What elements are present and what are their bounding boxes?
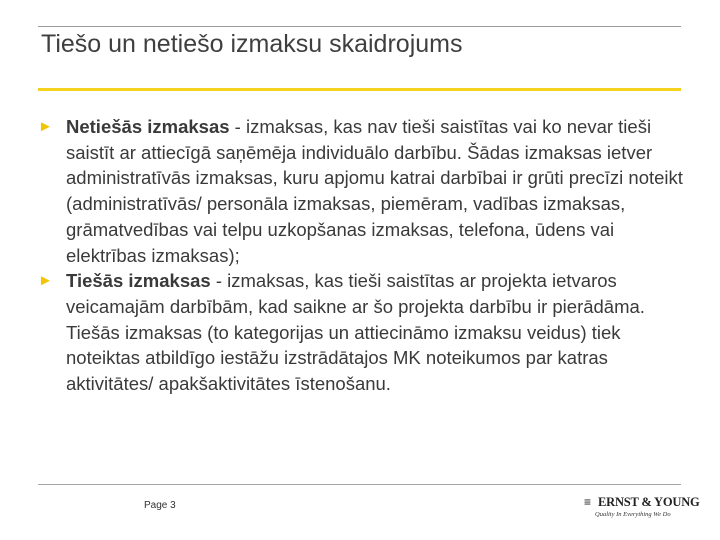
page-number: Page 3 [144,500,176,511]
triangle-bullet-icon: ► [38,272,53,290]
bullet-item-direct-costs [38,268,688,397]
logo-mark-icon: ≡ [584,495,592,509]
slide-title: Tiešo un netiešo izmaksu skaidrojums [41,30,463,58]
logo-tagline: Quality In Everything We Do [595,511,671,518]
bullet-text: - izmaksas, kas tieši saistītas ar projekta ietvaros veicamajām darbībām, kad saikne ar šo projekta darbību ir pierādāma. Tiešās izmaksas (to kategorijas un attiecināmo izmaksu veidus) tiek noteiktas atbildīgo iestāžu izstrādātajos MK noteikumos par katras aktivitātes/ apakšaktivitātes īstenošanu. [66,270,645,395]
bullet-list [38,114,688,397]
bullet-term: Netiešās izmaksas [66,116,230,137]
logo-name: ERNST & YOUNG [598,495,700,509]
triangle-bullet-icon: ► [38,118,53,135]
footer-divider [38,484,681,485]
company-logo [584,494,700,526]
bullet-item-indirect-costs [38,114,688,268]
title-underline [38,88,681,91]
bullet-term: Tiešās izmaksas [66,270,211,292]
top-divider [38,26,681,27]
bullet-text: - izmaksas, kas nav tieši saistītas vai ko nevar tieši saistīt ar attiecīgā saņēmēja individuālo darbību. Šādas izmaksas ietver administratīvās izmaksas, kuru apjomu katrai darbībai ir grūti precīzi noteikt (administratīvās/ personāla izmaksas, piemēram, vadības izmaksas, grāmatvedības vai telpu uzkopšanas izmaksas, telefona, ūdens vai elektrības izmaksas); [66,116,683,266]
